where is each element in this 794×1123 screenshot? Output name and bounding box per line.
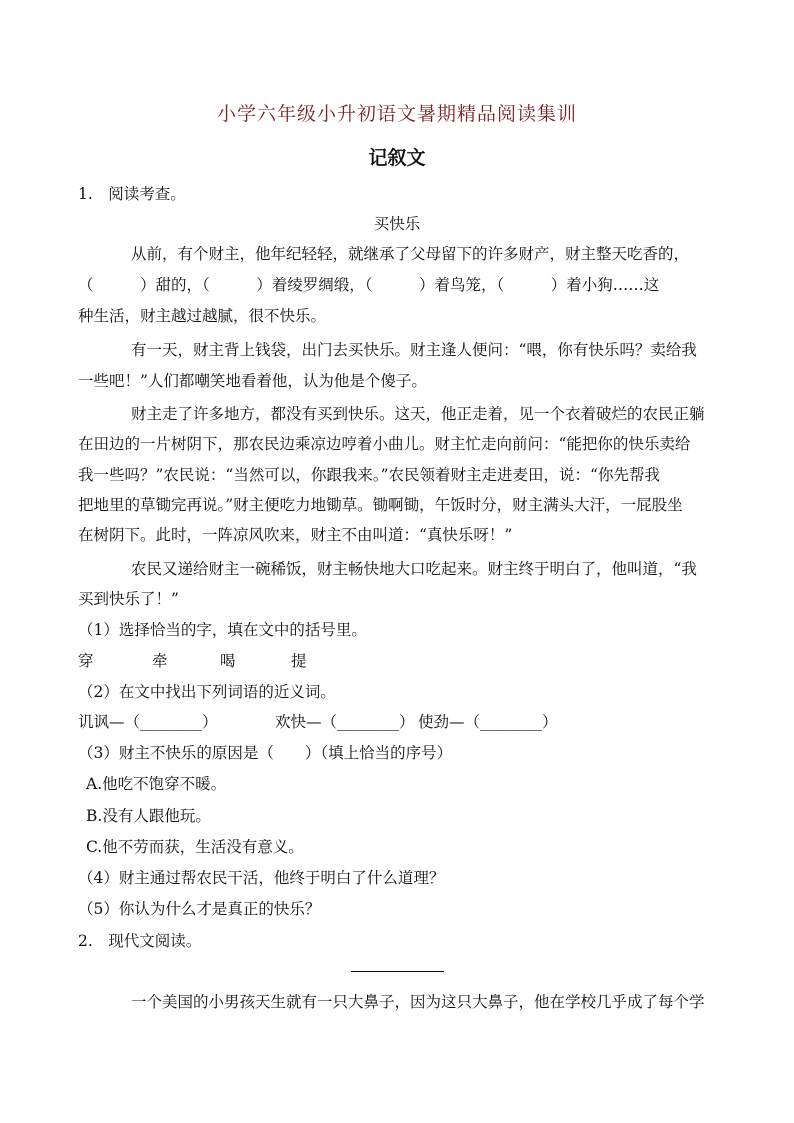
option-a: A.他吃不饱穿不暖。 [86,775,227,793]
sub-question-2: （2）在文中找出下列词语的近义词。 [78,683,336,701]
story-line-10: 在树阴下。此时，一阵凉风吹来，财主不由叫道：“真快乐呀！” [78,526,513,544]
sub-question-4: （4）财主通过帮农民干活，他终于明白了什么道理？ [78,869,445,887]
passage-2-first-line: 一个美国的小男孩天生就有一只大鼻子，因为这只大鼻子，他在学校几乎成了每个学 [131,993,705,1011]
synonym-item: 使劲—（________） [418,713,558,731]
story-line-6: 财主走了许多地方，都没有买到快乐。这天，他正走着，见一个衣着破烂的农民正躺 [131,405,705,423]
story-line-2: （ ）甜的，（ ）着绫罗绸缎，（ ）着鸟笼，（ ）着小狗……这 [78,276,660,294]
synonym-item: 讥讽—（________） [78,713,218,731]
story-line-9: 把地里的草锄完再说。”财主便吃力地锄草。锄啊锄，午饭时分，财主满头大汗，一屁股坐 [78,496,683,514]
story-line-5: 一些吧！”人们都嘲笑地看着他，认为他是个傻子。 [78,372,427,390]
story-line-3: 种生活，财主越过越腻，很不快乐。 [78,307,327,325]
story-line-7: 在田边的一片树阴下，那农民边乘凉边哼着小曲儿。财主忙走向前问：“能把你的快乐卖给 [78,435,691,453]
sub-question-5: （5）你认为什么才是真正的快乐？ [78,900,321,918]
section-subtitle: 记叙文 [368,147,426,169]
document-title: 小学六年级小升初语文暑期精品阅读集训 [216,103,577,125]
story-line-11: 农民又递给财主一碗稀饭，财主畅快地大口吃起来。财主终于明白了，他叫道，“我 [131,560,697,578]
word-choice: 喝 [220,652,236,670]
sub-question-1: （1）选择恰当的字，填在文中的括号里。 [78,621,367,639]
word-choice: 穿 [78,652,94,670]
sub-question-3: （3）财主不快乐的原因是（ ）（填上恰当的序号） [78,744,453,762]
question-1-heading: 1. 阅读考查。 [78,185,186,203]
word-choice: 提 [291,652,307,670]
option-c: C.他不劳而获，生活没有意义。 [86,838,304,856]
question-2-heading: 2. 现代文阅读。 [78,932,202,950]
option-b: B.没有人跟他玩。 [86,807,211,825]
story-line-12: 买到快乐了！” [78,590,179,608]
synonym-item: 欢快—（________） [275,713,415,731]
story-line-1: 从前，有个财主，他年纪轻轻，就继承了父母留下的许多财产，财主整天吃香的， [131,245,690,263]
title-blank-rule [351,971,444,972]
story-line-8: 我一些吗？”农民说：“当然可以，你跟我来。”农民领着财主走进麦田，说：“你先帮我 [78,466,660,484]
story-title: 买快乐 [373,215,421,233]
story-line-4: 有一天，财主背上钱袋，出门去买快乐。财主逢人便问：“喂，你有快乐吗？卖给我 [131,341,697,359]
word-choice: 牵 [152,652,168,670]
